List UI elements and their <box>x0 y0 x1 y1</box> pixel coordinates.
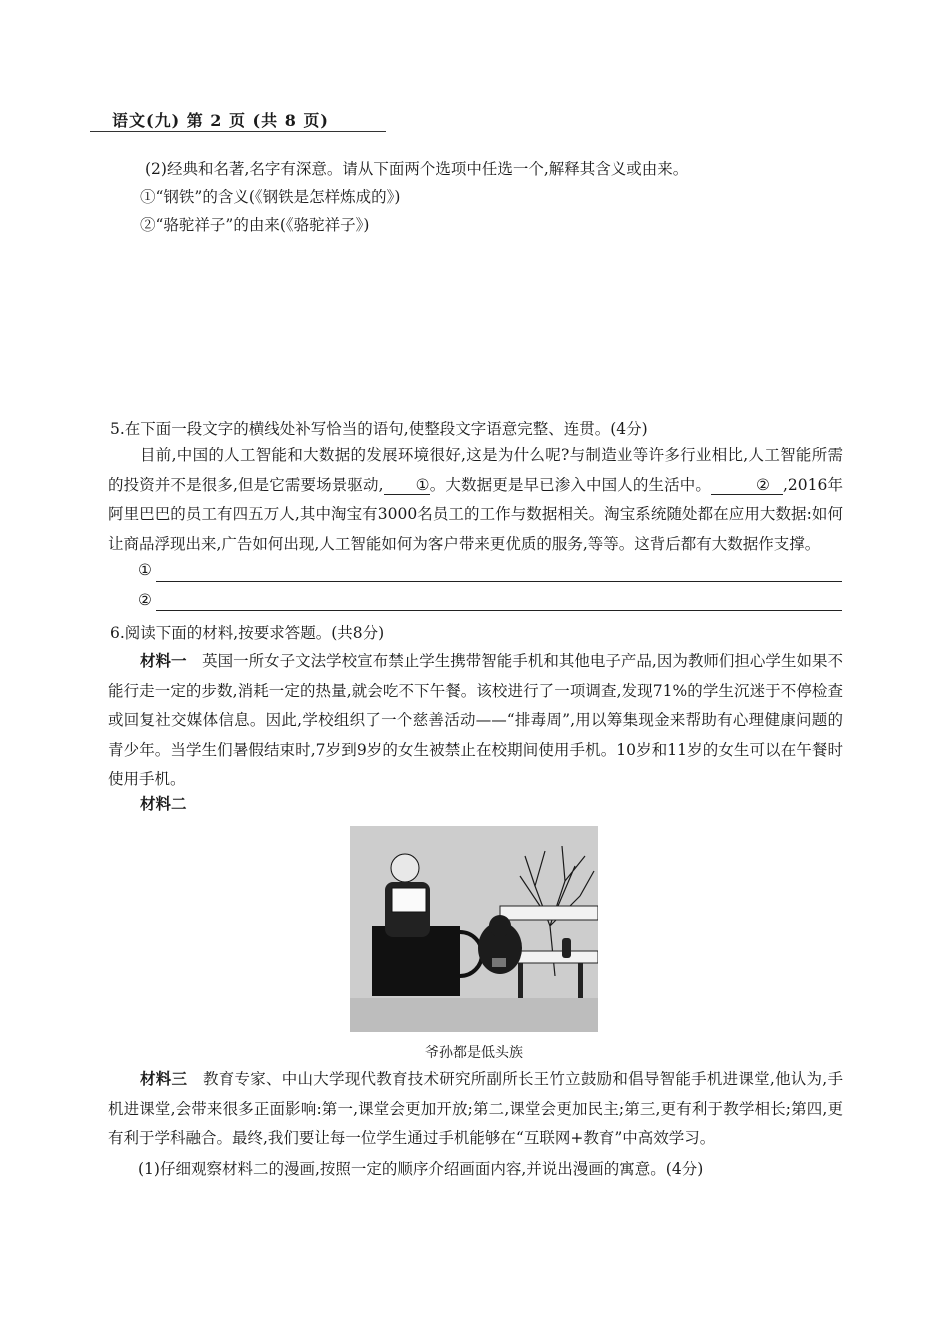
q5-answer-2-line[interactable] <box>156 610 842 611</box>
material-3 <box>108 1064 843 1154</box>
q6-1-prompt: (1)仔细观察材料二的漫画,按照一定的顺序介绍画面内容,并说出漫画的寓意。(4分) <box>138 1160 704 1178</box>
bench-back <box>500 906 598 920</box>
q5-text-b: 。大数据更是早已渗入中国人的生活中。 <box>429 475 711 494</box>
q5-paragraph <box>108 441 843 559</box>
bench-leg-left <box>518 963 523 1003</box>
q5-answer-1-label: ① <box>138 561 152 579</box>
q5-answer-2-label: ② <box>138 591 152 609</box>
bench-leg-right <box>578 963 583 1003</box>
grandpa-head <box>391 854 419 882</box>
q4-2-option-2: ②“骆驼祥子”的由来(《骆驼祥子》) <box>140 216 370 234</box>
comic-image <box>350 826 598 1032</box>
q6-title: 6.阅读下面的材料,按要求答题。(共8分) <box>110 624 385 642</box>
comic-illustration <box>350 826 598 1032</box>
q5-blank-2: ② <box>711 476 783 495</box>
material-3-text: 教育专家、中山大学现代教育技术研究所副所长王竹立鼓励和倡导智能手机进课堂,他认为,手机进课堂,会带来很多正面影响:第一,课堂会更加开放;第二,课堂会更加民主;第三,更有利于教学相长;第四,更有利于学科融合。最终,我们要让每一位学生通过手机能够在“互联网+教育”中高效学习。 <box>108 1070 843 1147</box>
grandson-head <box>489 915 511 937</box>
ground <box>350 998 598 1032</box>
q5-text-c: ,2016年阿里巴巴的员工有四五万人,其中淘宝有3000名员工的工作与数据相关。淘宝系统随处都在应用大数据:如何让商品浮现出来,广告如何出现,人工智能如何为客户带来更优质的服务,等等。这背后都有大数据作支撑。 <box>108 475 843 553</box>
thermos-icon <box>562 938 571 958</box>
material-2-label: 材料二 <box>140 794 187 813</box>
material-3-label: 材料三 <box>140 1069 188 1088</box>
phone-icon <box>492 958 506 967</box>
q5-title: 5.在下面一段文字的横线处补写恰当的语句,使整段文字语意完整、连贯。(4分) <box>110 420 648 438</box>
material-1-text: 英国一所女子文法学校宣布禁止学生携带智能手机和其他电子产品,因为教师们担心学生如果不能行走一定的步数,消耗一定的热量,就会吃不下午餐。该校进行了一项调查,发现71%的学生沉迷于不停检查或回复社交媒体信息。因此,学校组织了一个慈善活动——“排毒周”,用以筹集现金来帮助有心理健康问题的青少年。当学生们暑假结束时,7岁到9岁的女生被禁止在校期间使用手机。10岁和11岁的女生可以在午餐时使用手机。 <box>108 652 843 788</box>
newspaper-icon <box>392 888 426 912</box>
page-header: 语文(九) 第 2 页 (共 8 页) <box>112 111 329 130</box>
material-1 <box>108 646 843 795</box>
material-1-label: 材料一 <box>140 651 187 670</box>
q5-blank-1: ① <box>384 476 430 495</box>
q5-answer-1-line[interactable] <box>156 581 842 582</box>
header-rule <box>90 131 386 132</box>
q4-2-prompt: (2)经典和名著,名字有深意。请从下面两个选项中任选一个,解释其含义或由来。 <box>145 160 689 178</box>
q5-text-a: 目前,中国的人工智能和大数据的发展环境很好,这是为什么呢?与制造业等许多行业相比,人工智能所需的投资并不是很多,但是它需要场景驱动, <box>108 446 843 494</box>
comic-caption: 爷孙都是低头族 <box>425 1045 523 1061</box>
q4-2-option-1: ①“钢铁”的含义(《钢铁是怎样炼成的》) <box>140 188 401 206</box>
